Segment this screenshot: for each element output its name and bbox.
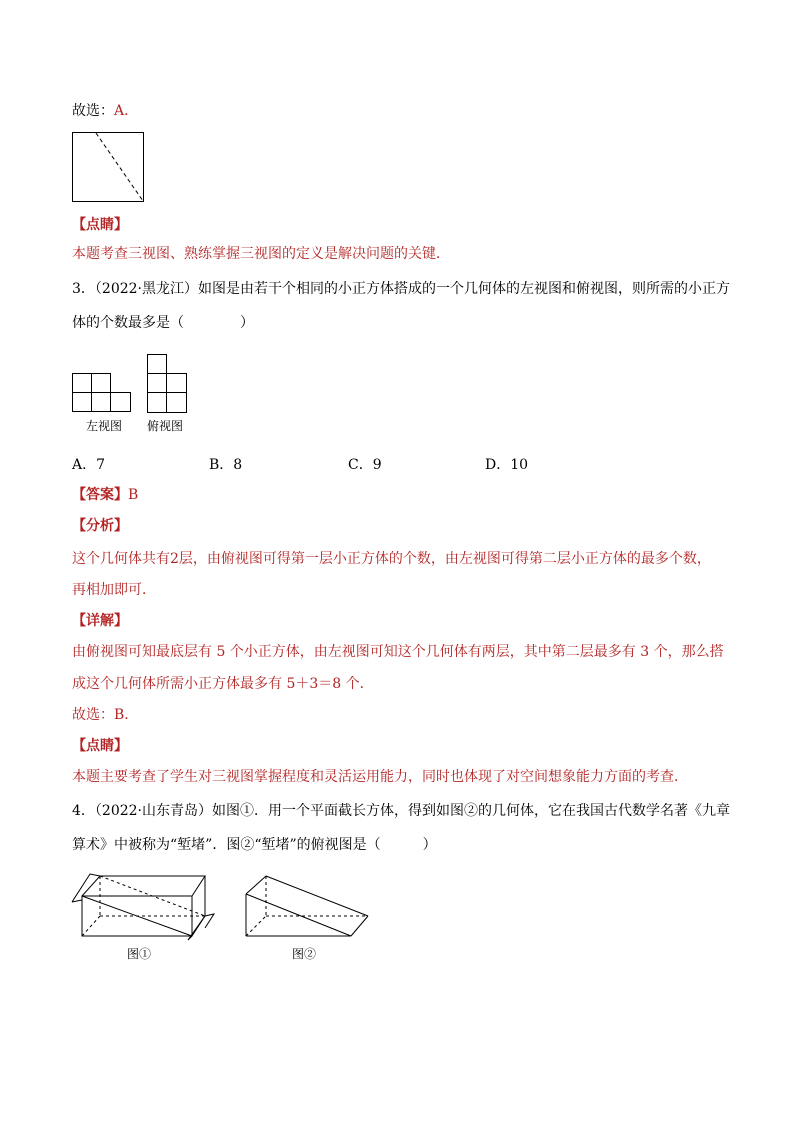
q3-left-view-figure [72,373,132,413]
q2-answer-figure [72,132,146,204]
q3-detail-label: 【详解】 [72,613,128,629]
q3-stem-line1: 3．（2022·黑龙江）如图是由若干个相同的小正方体搭成的一个几何体的左视图和俯视图，则所需的小正方 [72,281,730,297]
q3-option-d: D．10 [485,457,529,473]
q2-choice-value: A． [114,103,139,119]
q3-analysis-label: 【分析】 [72,518,128,534]
q4-figure1-caption: 图① [127,947,152,961]
q2-comment-label: 【点睛】 [72,217,128,233]
q3-choice-line: 故选：B． [72,707,139,723]
q3-option-c: C．9 [348,457,382,473]
q3-detail-line2: 成这个几何体所需小正方体最多有 5＋3＝8 个． [72,676,374,692]
q3-analysis-line1: 这个几何体共有2层，由俯视图可得第一层小正方体的个数，由左视图可得第二层小正方体的最多个数， [72,551,711,567]
q3-top-view-figure [147,354,188,414]
q2-choice-prefix: 故选： [72,103,114,119]
q3-option-a: A．7 [72,457,106,473]
q3-comment-label: 【点睛】 [72,738,128,754]
q2-comment-text: 本题考查三视图、熟练掌握三视图的定义是解决问题的关键． [72,246,450,262]
q3-top-view-caption: 俯视图 [147,419,184,433]
q3-answer-value: B [128,487,139,503]
q3-detail-line1: 由俯视图可知最底层有 5 个小正方体，由左视图可知这个几何体有两层，其中第二层最多有 3 个，那么搭 [72,644,724,660]
q3-stem-line2: 体的个数最多是（ ） [72,315,254,331]
q3-analysis-line2: 再相加即可． [72,582,156,598]
q4-figure2-prism [246,874,368,938]
q4-stem-line2: 算术》中被称为“堑堵”．图②“堑堵”的俯视图是（ ） [72,837,437,853]
q4-figure1-cuboid [72,870,214,942]
q3-option-b: B．8 [209,457,243,473]
q3-answer-label: 【答案】 [72,487,128,503]
q4-stem-line1: 4．（2022·山东青岛）如图①．用一个平面截长方体，得到如图②的几何体，它在我国古代数学名著《九章 [72,803,730,819]
q2-choice-line [72,102,138,120]
q3-left-view-caption: 左视图 [86,419,123,433]
q3-answer-line [72,486,138,504]
q4-figure2-caption: 图② [292,947,317,961]
q3-comment-text: 本题主要考查了学生对三视图掌握程度和灵活运用能力，同时也体现了对空间想象能力方面的考查． [72,769,688,785]
